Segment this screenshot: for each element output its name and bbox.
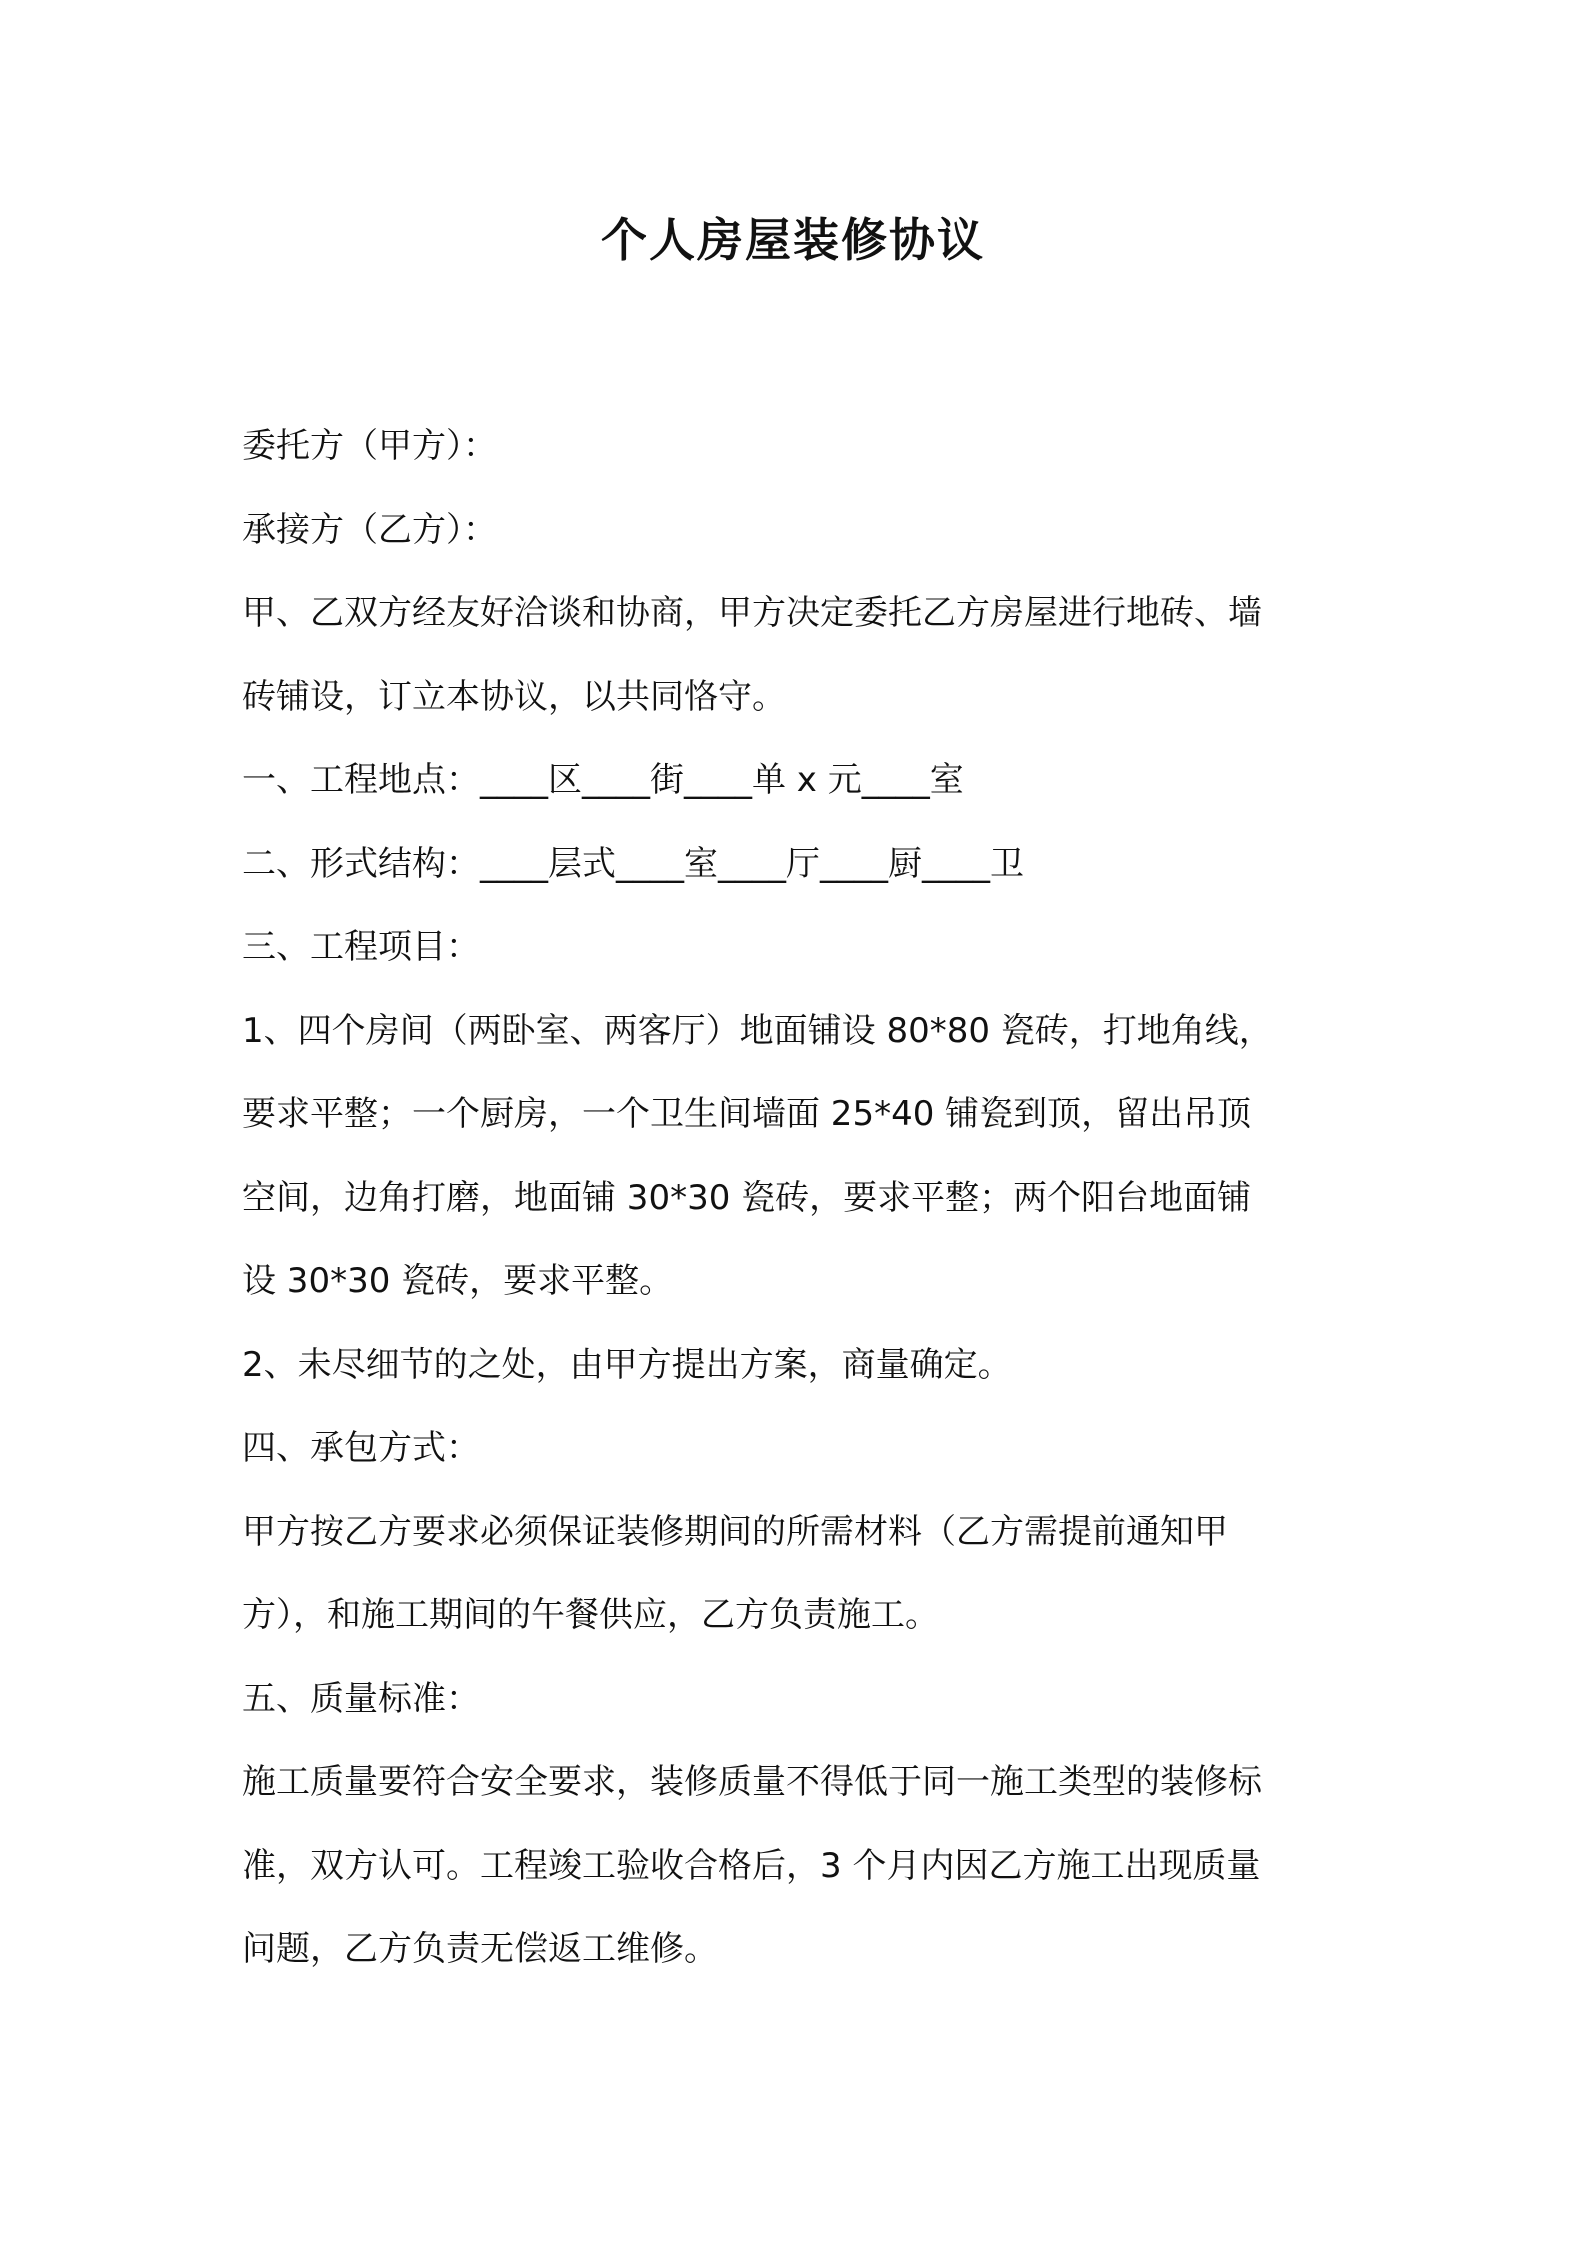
section-heading-quality-standard: 五、质量标准： bbox=[242, 1678, 480, 1719]
project-item-1-line: 1、四个房间（两卧室、两客厅）地面铺设 80*80 瓷砖，打地角线， bbox=[242, 1010, 1273, 1051]
structure-line: 二、形式结构：____层式____室____厅____厨____卫 bbox=[242, 843, 1024, 884]
project-item-1-line: 设 30*30 瓷砖，要求平整。 bbox=[242, 1261, 674, 1301]
quality-standard-line: 准，双方认可。工程竣工验收合格后，3 个月内因乙方施工出现质量 bbox=[242, 1845, 1261, 1886]
section-heading-project-items: 三、工程项目： bbox=[242, 927, 480, 967]
project-item-1-line: 要求平整；一个厨房，一个卫生间墙面 25*40 铺瓷到顶，留出吊顶 bbox=[242, 1094, 1252, 1134]
project-item-2-line: 2、未尽细节的之处，由甲方提出方案，商量确定。 bbox=[242, 1344, 1012, 1385]
contract-method-line: 方），和施工期间的午餐供应，乙方负责施工。 bbox=[242, 1595, 939, 1635]
document-body bbox=[242, 405, 1352, 1992]
contract-method-line: 甲方按乙方要求必须保证装修期间的所需材料（乙方需提前通知甲 bbox=[242, 1511, 1228, 1552]
intro-paragraph-line: 砖铺设，订立本协议，以共同恪守。 bbox=[242, 676, 786, 717]
party-b-line: 承接方（乙方）： bbox=[242, 509, 497, 550]
project-item-1-line: 空间，边角打磨，地面铺 30*30 瓷砖，要求平整；两个阳台地面铺 bbox=[242, 1177, 1252, 1218]
document-title: 个人房屋装修协议 bbox=[601, 213, 985, 267]
project-location-line: 一、工程地点：____区____街____单 x 元____室 bbox=[242, 760, 964, 800]
intro-paragraph-line: 甲、乙双方经友好洽谈和协商，甲方决定委托乙方房屋进行地砖、墙 bbox=[242, 593, 1262, 633]
section-heading-contract-method: 四、承包方式： bbox=[242, 1428, 480, 1468]
quality-standard-line: 施工质量要符合安全要求，装修质量不得低于同一施工类型的装修标 bbox=[242, 1762, 1262, 1802]
party-a-line: 委托方（甲方）： bbox=[242, 426, 497, 466]
quality-standard-line: 问题，乙方负责无偿返工维修。 bbox=[242, 1929, 718, 1969]
